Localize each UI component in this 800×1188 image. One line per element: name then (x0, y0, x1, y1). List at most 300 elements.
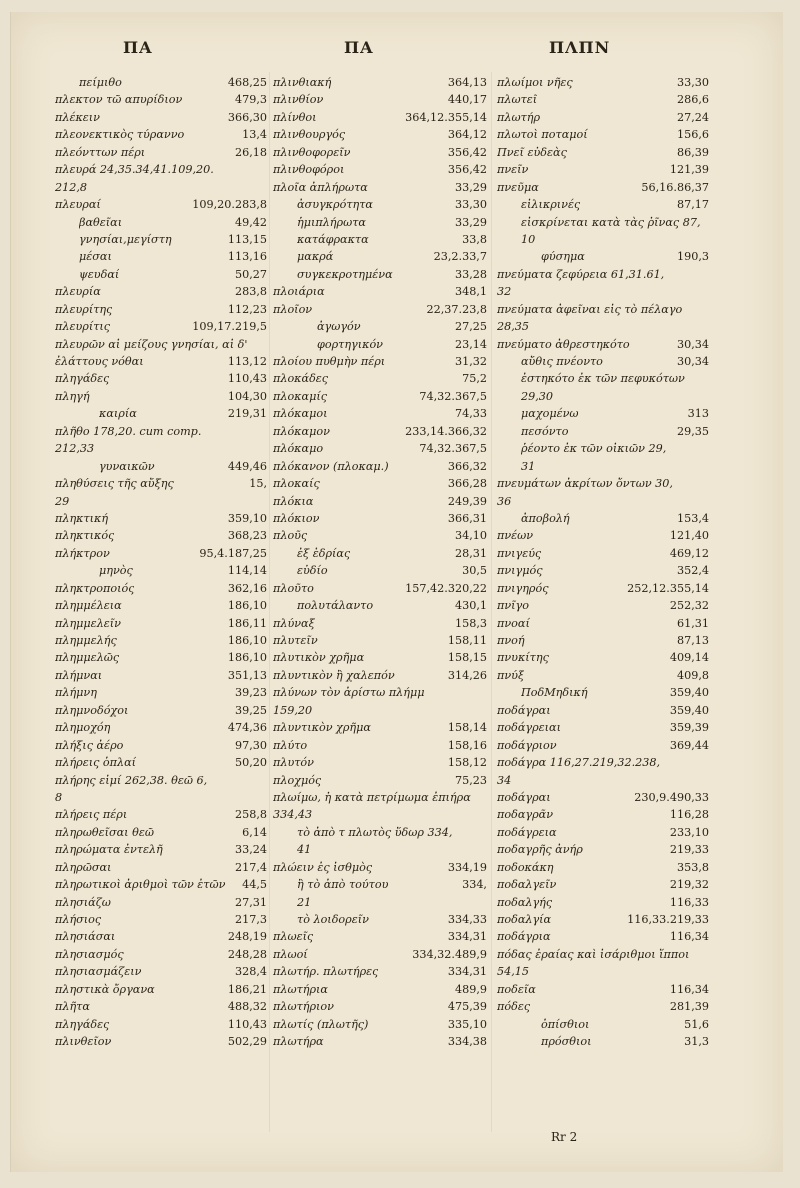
index-entry (273, 649, 487, 666)
index-entry (497, 301, 709, 318)
index-entry (273, 126, 487, 143)
entry-term: ψευδαί (79, 267, 120, 281)
entry-term: συγκεκροτημένα (297, 267, 393, 281)
index-entry (497, 527, 709, 544)
index-entry (497, 266, 709, 283)
entry-term: πλινθοφορεῖν (273, 145, 351, 159)
index-entry (497, 580, 709, 597)
entry-term: πείμιθο (79, 76, 122, 89)
entry-term: πλέκειν (55, 110, 100, 124)
entry-reference: 356,42 (447, 145, 487, 159)
entry-reference: 314,26 (447, 668, 487, 682)
entry-reference: 97,30 (234, 738, 267, 752)
entry-term: 21 (297, 895, 312, 909)
entry-reference: 112,23 (227, 302, 267, 316)
entry-term: πλοκάδες (273, 372, 329, 386)
index-entry (273, 824, 487, 841)
entry-term: 32 (497, 285, 512, 299)
entry-reference: 61,31 (676, 616, 709, 630)
index-entry (55, 283, 267, 300)
entry-reference: 334,31 (447, 965, 487, 979)
entry-reference: 348,1 (454, 285, 487, 299)
entry-term: 212,8 (55, 180, 88, 194)
entry-reference: 248,19 (227, 930, 267, 944)
index-entry (497, 754, 709, 771)
entry-term: πληγάδες (55, 1017, 110, 1031)
entry-term: πνέων (497, 529, 534, 543)
entry-term: πλόκαμοι (273, 407, 328, 421)
entry-reference: 110,43 (227, 1017, 267, 1031)
entry-term: ἀγωγόν (317, 320, 361, 334)
entry-term: πνιγηρός (497, 581, 549, 595)
index-entry (273, 318, 487, 335)
entry-reference: 33,30 (676, 76, 709, 89)
entry-term: 29 (55, 494, 70, 508)
index-entry (273, 283, 487, 300)
entry-reference: 33,29 (454, 180, 487, 194)
index-entry (497, 214, 709, 231)
entry-reference: 30,34 (676, 355, 709, 368)
index-entry (497, 126, 709, 143)
entry-reference: 74,33 (454, 407, 487, 421)
entry-reference: 449,46 (227, 459, 267, 473)
entry-reference: 409,8 (676, 668, 709, 682)
entry-term: πνιγμός (497, 564, 543, 578)
entry-term: ἡμιπλήρωτα (297, 215, 366, 229)
entry-reference: 158,11 (447, 634, 487, 647)
entry-term: πνεύματα ζεφύρεια 61,31.61, (497, 267, 665, 281)
index-entry (55, 580, 267, 597)
entry-term: πλινθουργός (273, 128, 346, 142)
entry-term: 41 (297, 843, 312, 857)
entry-term: πλωτήριον (273, 1000, 334, 1014)
entry-reference: 286,6 (676, 93, 709, 107)
index-entry (273, 196, 487, 213)
entry-term: πλοκαίς (273, 477, 320, 491)
entry-term: πλόκια (273, 494, 314, 508)
entry-term: αὔθις πνέοντο (521, 355, 603, 368)
entry-term: πλύναξ (273, 616, 315, 630)
entry-term: πλήσιος (55, 913, 102, 926)
index-entry (273, 580, 487, 597)
entry-term: πληρωθεῖσαι θεῶ (55, 825, 154, 839)
entry-reference: 33,28 (454, 267, 487, 281)
entry-reference: 334, (462, 878, 487, 892)
signature-mark: Rr 2 (551, 1130, 578, 1144)
entry-reference: 110,43 (227, 372, 267, 386)
entry-term: πλώειν ἐς ἰσθμὸς (273, 860, 373, 874)
entry-term: καιρία (99, 407, 137, 421)
index-entry (273, 719, 487, 736)
entry-term: 29,30 (521, 389, 554, 403)
entry-reference: 33,24 (234, 843, 267, 857)
entry-term: πνευμάτων ἀκρίτων ὄντων 30, (497, 477, 673, 491)
index-entry (497, 615, 709, 632)
index-entry (497, 179, 709, 196)
index-entry (55, 527, 267, 544)
entry-term: πλόκαμο (273, 442, 324, 456)
entry-term: πλωοί (273, 947, 308, 961)
entry-reference: 34,10 (454, 529, 487, 543)
entry-term: πληρῶσαι (55, 860, 112, 874)
entry-term: ἀποβολή (521, 511, 570, 525)
index-entry (273, 475, 487, 492)
index-entry (55, 963, 267, 980)
entry-term: βαθεῖαι (79, 215, 123, 229)
entry-term: πλήρης εἰμί 262,38. θεῶ 6, (55, 773, 208, 787)
entry-term: πλημμελεῖν (55, 616, 121, 630)
entry-term: πλωεῖς (273, 930, 314, 944)
entry-reference: 28,31 (454, 546, 487, 560)
index-entry (497, 475, 709, 492)
entry-reference: 230,9.490,33 (634, 790, 709, 804)
entry-reference: 33,8 (462, 232, 487, 246)
entry-term: 54,15 (497, 965, 530, 979)
index-column-3 (497, 74, 709, 1051)
entry-reference: 50,27 (234, 267, 267, 281)
index-entry (273, 527, 487, 544)
index-entry (273, 597, 487, 614)
index-entry (55, 754, 267, 771)
entry-term: ποδάγρια (497, 930, 551, 944)
entry-reference: 364,13 (447, 76, 487, 89)
index-entry (497, 981, 709, 998)
index-entry (55, 859, 267, 876)
entry-reference: 186,11 (227, 616, 267, 630)
index-entry (497, 353, 709, 370)
index-entry (273, 667, 487, 684)
index-entry (55, 423, 267, 440)
index-entry (497, 684, 709, 701)
index-entry (497, 370, 709, 387)
entry-reference: 252,12.355,14 (627, 581, 709, 595)
entry-term: ποδαλγεῖν (497, 878, 557, 892)
index-entry (273, 423, 487, 440)
index-entry (273, 737, 487, 754)
index-entry (55, 248, 267, 265)
entry-term: εἰσκρίνεται κατὰ τὰς ῥῖνας 87, (521, 215, 701, 229)
entry-term: 212,33 (55, 442, 95, 456)
entry-reference: 352,4 (676, 564, 709, 578)
index-entry (497, 458, 709, 475)
entry-term: πλωτήρ. πλωτήρες (273, 965, 379, 979)
index-column-1 (55, 74, 267, 1051)
index-entry (497, 493, 709, 510)
index-entry (55, 74, 267, 91)
entry-term: πλόκανον (πλοκαμ.) (273, 459, 389, 473)
index-entry (497, 789, 709, 806)
entry-term: πλήκτρον (55, 546, 110, 560)
index-entry (273, 266, 487, 283)
entry-reference: 15, (249, 477, 267, 491)
entry-reference: 334,31 (447, 930, 487, 944)
header-right: ΠΛΠΝ (549, 38, 611, 57)
entry-reference: 233,10 (669, 825, 709, 839)
entry-reference: 50,20 (234, 756, 267, 770)
entry-reference: 430,1 (454, 599, 487, 613)
entry-reference: 366,28 (447, 477, 487, 491)
index-entry (55, 841, 267, 858)
entry-reference: 104,30 (227, 389, 267, 403)
index-entry (273, 894, 487, 911)
entry-reference: 31,3 (684, 1035, 709, 1049)
index-entry (273, 74, 487, 91)
entry-term: τὸ λοιδορεῖν (297, 913, 369, 926)
entry-reference: 86,39 (676, 145, 709, 159)
index-entry (497, 318, 709, 335)
index-entry (497, 283, 709, 300)
entry-reference: 359,39 (669, 721, 709, 735)
index-entry (497, 963, 709, 980)
entry-reference: 219,31 (227, 407, 267, 421)
entry-term: φορτηγικόν (317, 337, 383, 351)
index-entry (55, 144, 267, 161)
index-entry (55, 632, 267, 649)
entry-term: πλημνοδόχοι (55, 703, 129, 717)
index-entry (497, 998, 709, 1015)
index-entry (273, 876, 487, 893)
entry-term: πλήμναι (55, 668, 103, 682)
index-entry (55, 684, 267, 701)
index-entry (55, 615, 267, 632)
index-entry (273, 963, 487, 980)
entry-term: πλήρεις πέρι (55, 808, 128, 822)
entry-reference: 121,40 (669, 529, 709, 543)
entry-term: πολυτάλαντο (297, 599, 374, 613)
entry-reference: 51,6 (684, 1017, 709, 1031)
index-entry (55, 109, 267, 126)
entry-term: πλευρίτις (55, 320, 111, 334)
index-entry (497, 806, 709, 823)
entry-term: ἐστηκότο ἐκ τῶν πεφυκότων (521, 372, 685, 386)
entry-term: πνοαί (497, 616, 530, 630)
index-entry (55, 475, 267, 492)
entry-reference: 334,19 (447, 860, 487, 874)
index-entry (55, 196, 267, 213)
entry-reference: 335,10 (447, 1017, 487, 1031)
index-entry (55, 405, 267, 422)
entry-reference: 157,42.320,22 (405, 581, 487, 595)
index-entry (55, 336, 267, 353)
index-entry (273, 772, 487, 789)
index-entry (497, 737, 709, 754)
entry-term: πλυτεῖν (273, 634, 318, 647)
entry-term: πεσόντο (521, 424, 569, 438)
entry-reference: 249,39 (447, 494, 487, 508)
index-entry (497, 74, 709, 91)
index-entry (497, 196, 709, 213)
entry-term: πληρώματα ἐντελῆ (55, 843, 163, 857)
entry-reference: 190,3 (676, 250, 709, 264)
index-entry (55, 719, 267, 736)
entry-reference: 489,9 (454, 982, 487, 996)
entry-term: μακρά (297, 250, 334, 264)
entry-term: ποδάγρεια (497, 825, 557, 839)
entry-term: πλυντικὸν ἢ χαλεπόν (273, 668, 395, 682)
index-entry (55, 126, 267, 143)
entry-reference: 74,32.367,5 (419, 442, 487, 456)
index-entry (497, 388, 709, 405)
entry-term: μαχομένω (521, 407, 579, 421)
index-entry (273, 179, 487, 196)
index-entry (55, 370, 267, 387)
entry-term: πλημμελῶς (55, 651, 120, 665)
entry-term: πλυτόν (273, 756, 314, 770)
index-entry (55, 1033, 267, 1050)
entry-reference: 49,42 (234, 215, 267, 229)
index-entry (273, 562, 487, 579)
entry-term: πλήρεις ὁπλαί (55, 756, 137, 770)
index-entry (273, 231, 487, 248)
index-entry (273, 1033, 487, 1050)
entry-term: ποδαγρῆς ἀνήρ (497, 843, 583, 857)
entry-term: ποδάγριον (497, 738, 557, 752)
index-entry (55, 440, 267, 457)
entry-term: πλεονεκτικὸς τύραννο (55, 128, 185, 142)
entry-reference: 158,3 (454, 616, 487, 630)
entry-term: 10 (521, 232, 536, 246)
entry-reference: 39,23 (234, 686, 267, 700)
column-gutter (491, 72, 492, 1132)
entry-term: πλοῦς (273, 529, 308, 543)
entry-reference: 26,18 (234, 145, 267, 159)
entry-reference: 440,17 (447, 93, 487, 107)
entry-reference: 23,14 (454, 337, 487, 351)
entry-term: πλωτεῖ (497, 93, 538, 107)
entry-term: πληκτροποιός (55, 581, 135, 595)
entry-term: πλωτίς (πλωτῆς) (273, 1017, 369, 1031)
index-entry (273, 144, 487, 161)
entry-term: πλεκτον τῶ απυρίδιον (55, 93, 183, 107)
entry-term: πλησιασμός (55, 947, 124, 961)
entry-term: ἢ τὸ ἀπὸ τούτου (297, 878, 389, 892)
entry-reference: 364,12.355,14 (405, 110, 487, 124)
index-column-2 (273, 74, 487, 1051)
entry-reference: 248,28 (227, 947, 267, 961)
entry-term: ΠοδΜηδική (521, 686, 588, 700)
entry-term: πλευρῶν αἱ μείζους γνησίαι, αἱ δ' (55, 337, 248, 351)
entry-reference: 258,8 (234, 808, 267, 822)
entry-term: εὐδίο (297, 564, 328, 578)
entry-term: πνῖγο (497, 599, 529, 613)
index-entry (497, 719, 709, 736)
entry-term: πλωτήρ (497, 110, 541, 124)
entry-term: πληρωτικοὶ ἀριθμοὶ τῶν ἐτῶν (55, 878, 226, 892)
entry-term: πλημοχόη (55, 721, 111, 735)
index-entry (497, 405, 709, 422)
entry-term: πλινθίον (273, 93, 324, 107)
entry-term: πλοῦτο (273, 581, 314, 595)
entry-reference: 74,32.367,5 (419, 389, 487, 403)
entry-reference: 252,32 (669, 599, 709, 613)
entry-term: ποδεῖα (497, 982, 536, 996)
entry-term: 28,35 (497, 320, 530, 334)
index-entry (55, 597, 267, 614)
entry-term: πλόκαμον (273, 424, 330, 438)
entry-term: πλυτικὸν χρῆμα (273, 651, 365, 665)
entry-reference: 75,23 (454, 773, 487, 787)
index-entry (273, 440, 487, 457)
entry-term: ποδάγραι (497, 790, 551, 804)
entry-reference: 356,42 (447, 163, 487, 177)
index-entry (55, 981, 267, 998)
entry-term: πνιγεύς (497, 546, 542, 560)
index-entry (497, 545, 709, 562)
entry-term: πνεύματο ἀθρεστηκότο (497, 337, 630, 351)
entry-reference: 27,24 (676, 110, 709, 124)
entry-reference: 217,3 (234, 913, 267, 926)
entry-term: ἐλάττους νόθαι (55, 355, 144, 368)
entry-reference: 158,14 (447, 721, 487, 735)
entry-term: ἀσυγκρότητα (297, 198, 373, 212)
index-entry (55, 231, 267, 248)
entry-reference: 474,36 (227, 721, 267, 735)
index-entry (55, 998, 267, 1015)
entry-term: πλοῖον (273, 302, 313, 316)
index-entry (497, 859, 709, 876)
index-entry (273, 789, 487, 806)
entry-term: ποδαλγής (497, 895, 553, 909)
entry-reference: 158,16 (447, 738, 487, 752)
entry-reference: 334,38 (447, 1035, 487, 1049)
entry-term: γνησίαι,μεγίστη (79, 232, 172, 246)
entry-term: πλευρίτης (55, 302, 113, 316)
index-entry (55, 876, 267, 893)
entry-term: ποδοκάκη (497, 860, 554, 874)
index-entry (273, 336, 487, 353)
entry-term: πνεύματα ἀφεῖναι εἰς τὸ πέλαγο (497, 302, 683, 316)
entry-reference: 29,35 (676, 424, 709, 438)
index-entry (273, 859, 487, 876)
index-entry (497, 440, 709, 457)
entry-reference: 368,23 (227, 529, 267, 543)
index-entry (55, 179, 267, 196)
index-entry (55, 301, 267, 318)
entry-reference: 156,6 (676, 128, 709, 142)
index-entry (273, 458, 487, 475)
index-entry (273, 702, 487, 719)
index-entry (55, 510, 267, 527)
index-entry (273, 545, 487, 562)
index-entry (273, 911, 487, 928)
entry-term: 8 (55, 790, 63, 804)
entry-term: Πνεῖ εὐδεὰς (497, 145, 567, 159)
entry-reference: 113,12 (227, 355, 267, 368)
entry-reference: 334,33 (447, 913, 487, 926)
entry-reference: 31,32 (454, 355, 487, 368)
index-entry (273, 1016, 487, 1033)
index-entry (273, 370, 487, 387)
entry-reference: 116,34 (669, 930, 709, 944)
entry-reference: 281,39 (669, 1000, 709, 1014)
entry-reference: 56,16.86,37 (641, 180, 709, 194)
index-entry (273, 214, 487, 231)
entry-term: πλωίμοι νῆες (497, 76, 573, 89)
entry-reference: 6,14 (242, 825, 267, 839)
index-entry (55, 388, 267, 405)
index-entry (497, 667, 709, 684)
index-entry (497, 894, 709, 911)
entry-term: πνυκίτης (497, 651, 549, 665)
index-entry (55, 911, 267, 928)
entry-reference: 113,15 (227, 232, 267, 246)
entry-term: πλωτοὶ ποταμοί (497, 128, 588, 142)
entry-reference: 283,8 (234, 285, 267, 299)
entry-term: πλήμνη (55, 686, 97, 700)
index-entry (55, 161, 267, 178)
entry-term: πληγή (55, 389, 90, 403)
entry-reference: 351,13 (227, 668, 267, 682)
